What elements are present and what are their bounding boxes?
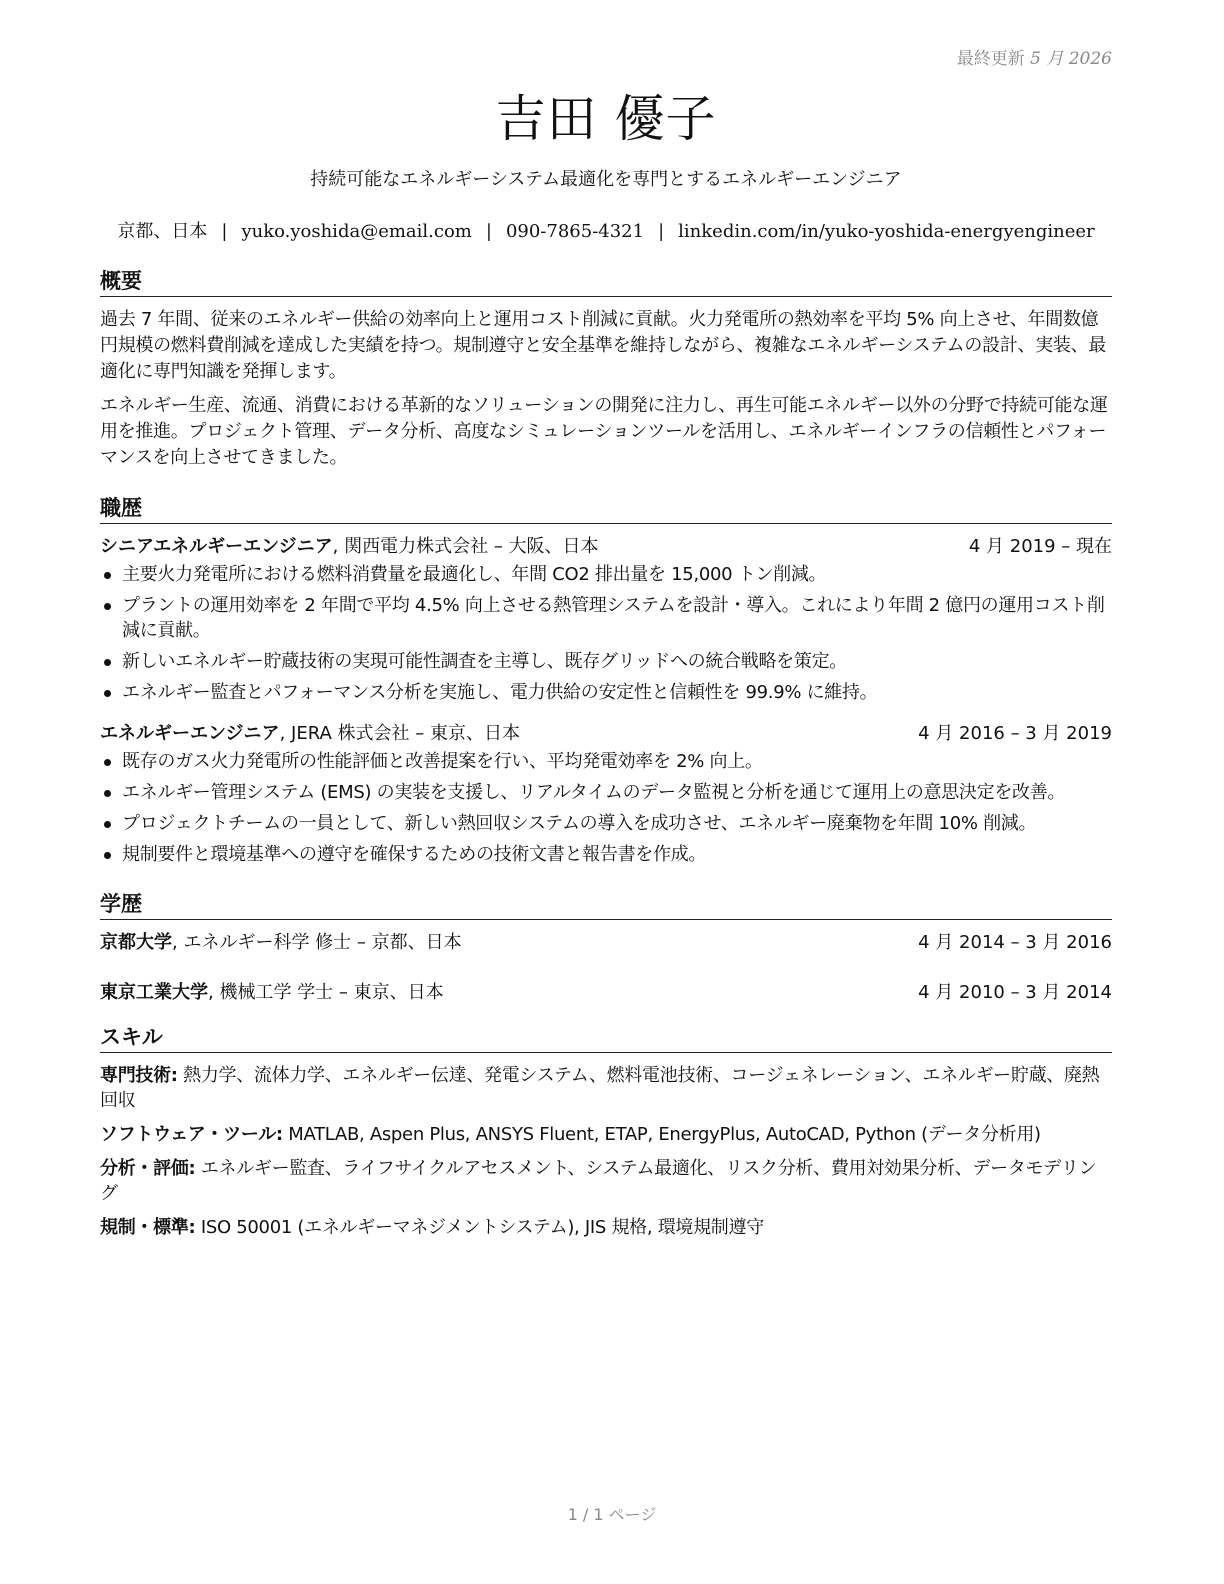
job-dates: 4 月 2016 – 3 月 2019	[918, 723, 1112, 744]
skill-label: 規制・標準:	[100, 1217, 196, 1238]
education-school: 京都大学	[100, 932, 172, 953]
job-dates: 4 月 2019 – 現在	[968, 536, 1112, 557]
tagline: 持続可能なエネルギーシステム最適化を専門とするエネルギーエンジニア	[310, 169, 902, 190]
job-bullet: 規制要件と環境基準への遵守を確保するための技術文書と報告書を作成。	[100, 842, 1112, 867]
job-company: , 関西電力株式会社 – 大阪、日本	[332, 536, 599, 557]
contact-line	[100, 220, 1112, 244]
skill-value: ISO 50001 (エネルギーマネジメントシステム), JIS 規格, 環境規制遵守	[195, 1217, 764, 1238]
summary-paragraph: 過去 7 年間、従来のエネルギー供給の効率向上と運用コスト削減に貢献。火力発電所の熱効率を平均 5% 向上させ、年間数億円規模の燃料費削減を達成した実績を持つ。規制遵守と安全基準を維持しながら、複雑なエネルギーシステムの設計、実装、最適化に専門知識を発揮します。	[100, 309, 1107, 382]
education-school: 東京工業大学	[100, 982, 208, 1003]
job-bullets	[100, 562, 1112, 705]
skill-row	[100, 1122, 1112, 1147]
skill-value: MATLAB, Aspen Plus, ANSYS Fluent, ETAP, EnergyPlus, AutoCAD, Python (データ分析用)	[282, 1124, 1041, 1145]
contact-email[interactable]: yuko.yoshida@email.com	[241, 221, 472, 242]
skill-value: エネルギー監査、ライフサイクルアセスメント、システム最適化、リスク分析、費用対効果分析、データモデリング	[100, 1158, 1097, 1204]
education-dates: 4 月 2010 – 3 月 2014	[918, 982, 1112, 1003]
skill-label: 専門技術:	[100, 1065, 178, 1086]
last-updated-label: 最終更新	[956, 49, 1025, 69]
contact-separator: |	[658, 221, 665, 242]
last-updated-date: 5 月 2026	[1030, 49, 1112, 69]
skill-row	[100, 1156, 1112, 1206]
education-dates: 4 月 2014 – 3 月 2016	[918, 932, 1112, 953]
education-degree: , エネルギー科学 修士 – 京都、日本	[172, 932, 462, 953]
section-heading-skills: スキル	[100, 1024, 1112, 1053]
job-bullet: 既存のガス火力発電所の性能評価と改善提案を行い、平均発電効率を 2% 向上。	[100, 749, 1112, 774]
contact-location: 京都、日本	[117, 221, 208, 242]
section-heading-experience: 職歴	[100, 495, 1112, 524]
skill-label: 分析・評価:	[100, 1158, 196, 1179]
contact-phone[interactable]: 090-7865-4321	[505, 221, 645, 242]
contact-separator: |	[485, 221, 492, 242]
job-bullet: エネルギー監査とパフォーマンス分析を実施し、電力供給の安定性と信頼性を 99.9% に維持。	[100, 680, 1112, 705]
job-bullet: 新しいエネルギー貯蔵技術の実現可能性調査を主導し、既存グリッドへの統合戦略を策定。	[100, 649, 1112, 674]
page-number: 1 / 1 ページ	[567, 1505, 657, 1524]
skill-value: 熱力学、流体力学、エネルギー伝達、発電システム、燃料電池技術、コージェネレーション、エネルギー貯蔵、廃熱回収	[100, 1065, 1100, 1111]
job-bullet: 主要火力発電所における燃料消費量を最適化し、年間 CO2 排出量を 15,000 トン削減。	[100, 562, 1112, 587]
job-header	[100, 534, 1112, 560]
section-heading-education: 学歴	[100, 891, 1112, 920]
job-title: エネルギーエンジニア	[100, 723, 280, 744]
contact-separator: |	[221, 221, 228, 242]
summary-paragraph: エネルギー生産、流通、消費における革新的なソリューションの開発に注力し、再生可能エネルギー以外の分野で持続可能な運用を推進。プロジェクト管理、データ分析、高度なシミュレーションツールを活用し、エネルギーインフラの信頼性とパフォーマンスを向上させてきました。	[100, 395, 1108, 468]
candidate-name: 吉田 優子	[495, 90, 717, 148]
education-degree: , 機械工学 学士 – 東京、日本	[208, 982, 444, 1003]
job-bullet: プラントの運用効率を 2 年間で平均 4.5% 向上させる熱管理システムを設計・導入。これにより年間 2 億円の運用コスト削減に貢献。	[100, 593, 1112, 643]
job-bullets	[100, 749, 1112, 867]
skill-row	[100, 1215, 1112, 1240]
section-heading-summary: 概要	[100, 268, 1112, 297]
job-bullet: エネルギー管理システム (EMS) の実装を支援し、リアルタイムのデータ監視と分析を通じて運用上の意思決定を改善。	[100, 780, 1112, 805]
skill-row	[100, 1063, 1112, 1113]
skill-label: ソフトウェア・ツール:	[100, 1124, 283, 1145]
education-row	[100, 930, 1112, 956]
education-row	[100, 980, 1112, 1006]
job-title: シニアエネルギーエンジニア	[100, 536, 333, 557]
job-bullet: プロジェクトチームの一員として、新しい熱回収システムの導入を成功させ、エネルギー廃棄物を年間 10% 削減。	[100, 811, 1112, 836]
contact-linkedin[interactable]: linkedin.com/in/yuko-yoshida-energyengineer	[678, 221, 1095, 242]
last-updated	[957, 44, 1112, 69]
job-company: , JERA 株式会社 – 東京、日本	[279, 723, 520, 744]
job-header	[100, 721, 1112, 747]
